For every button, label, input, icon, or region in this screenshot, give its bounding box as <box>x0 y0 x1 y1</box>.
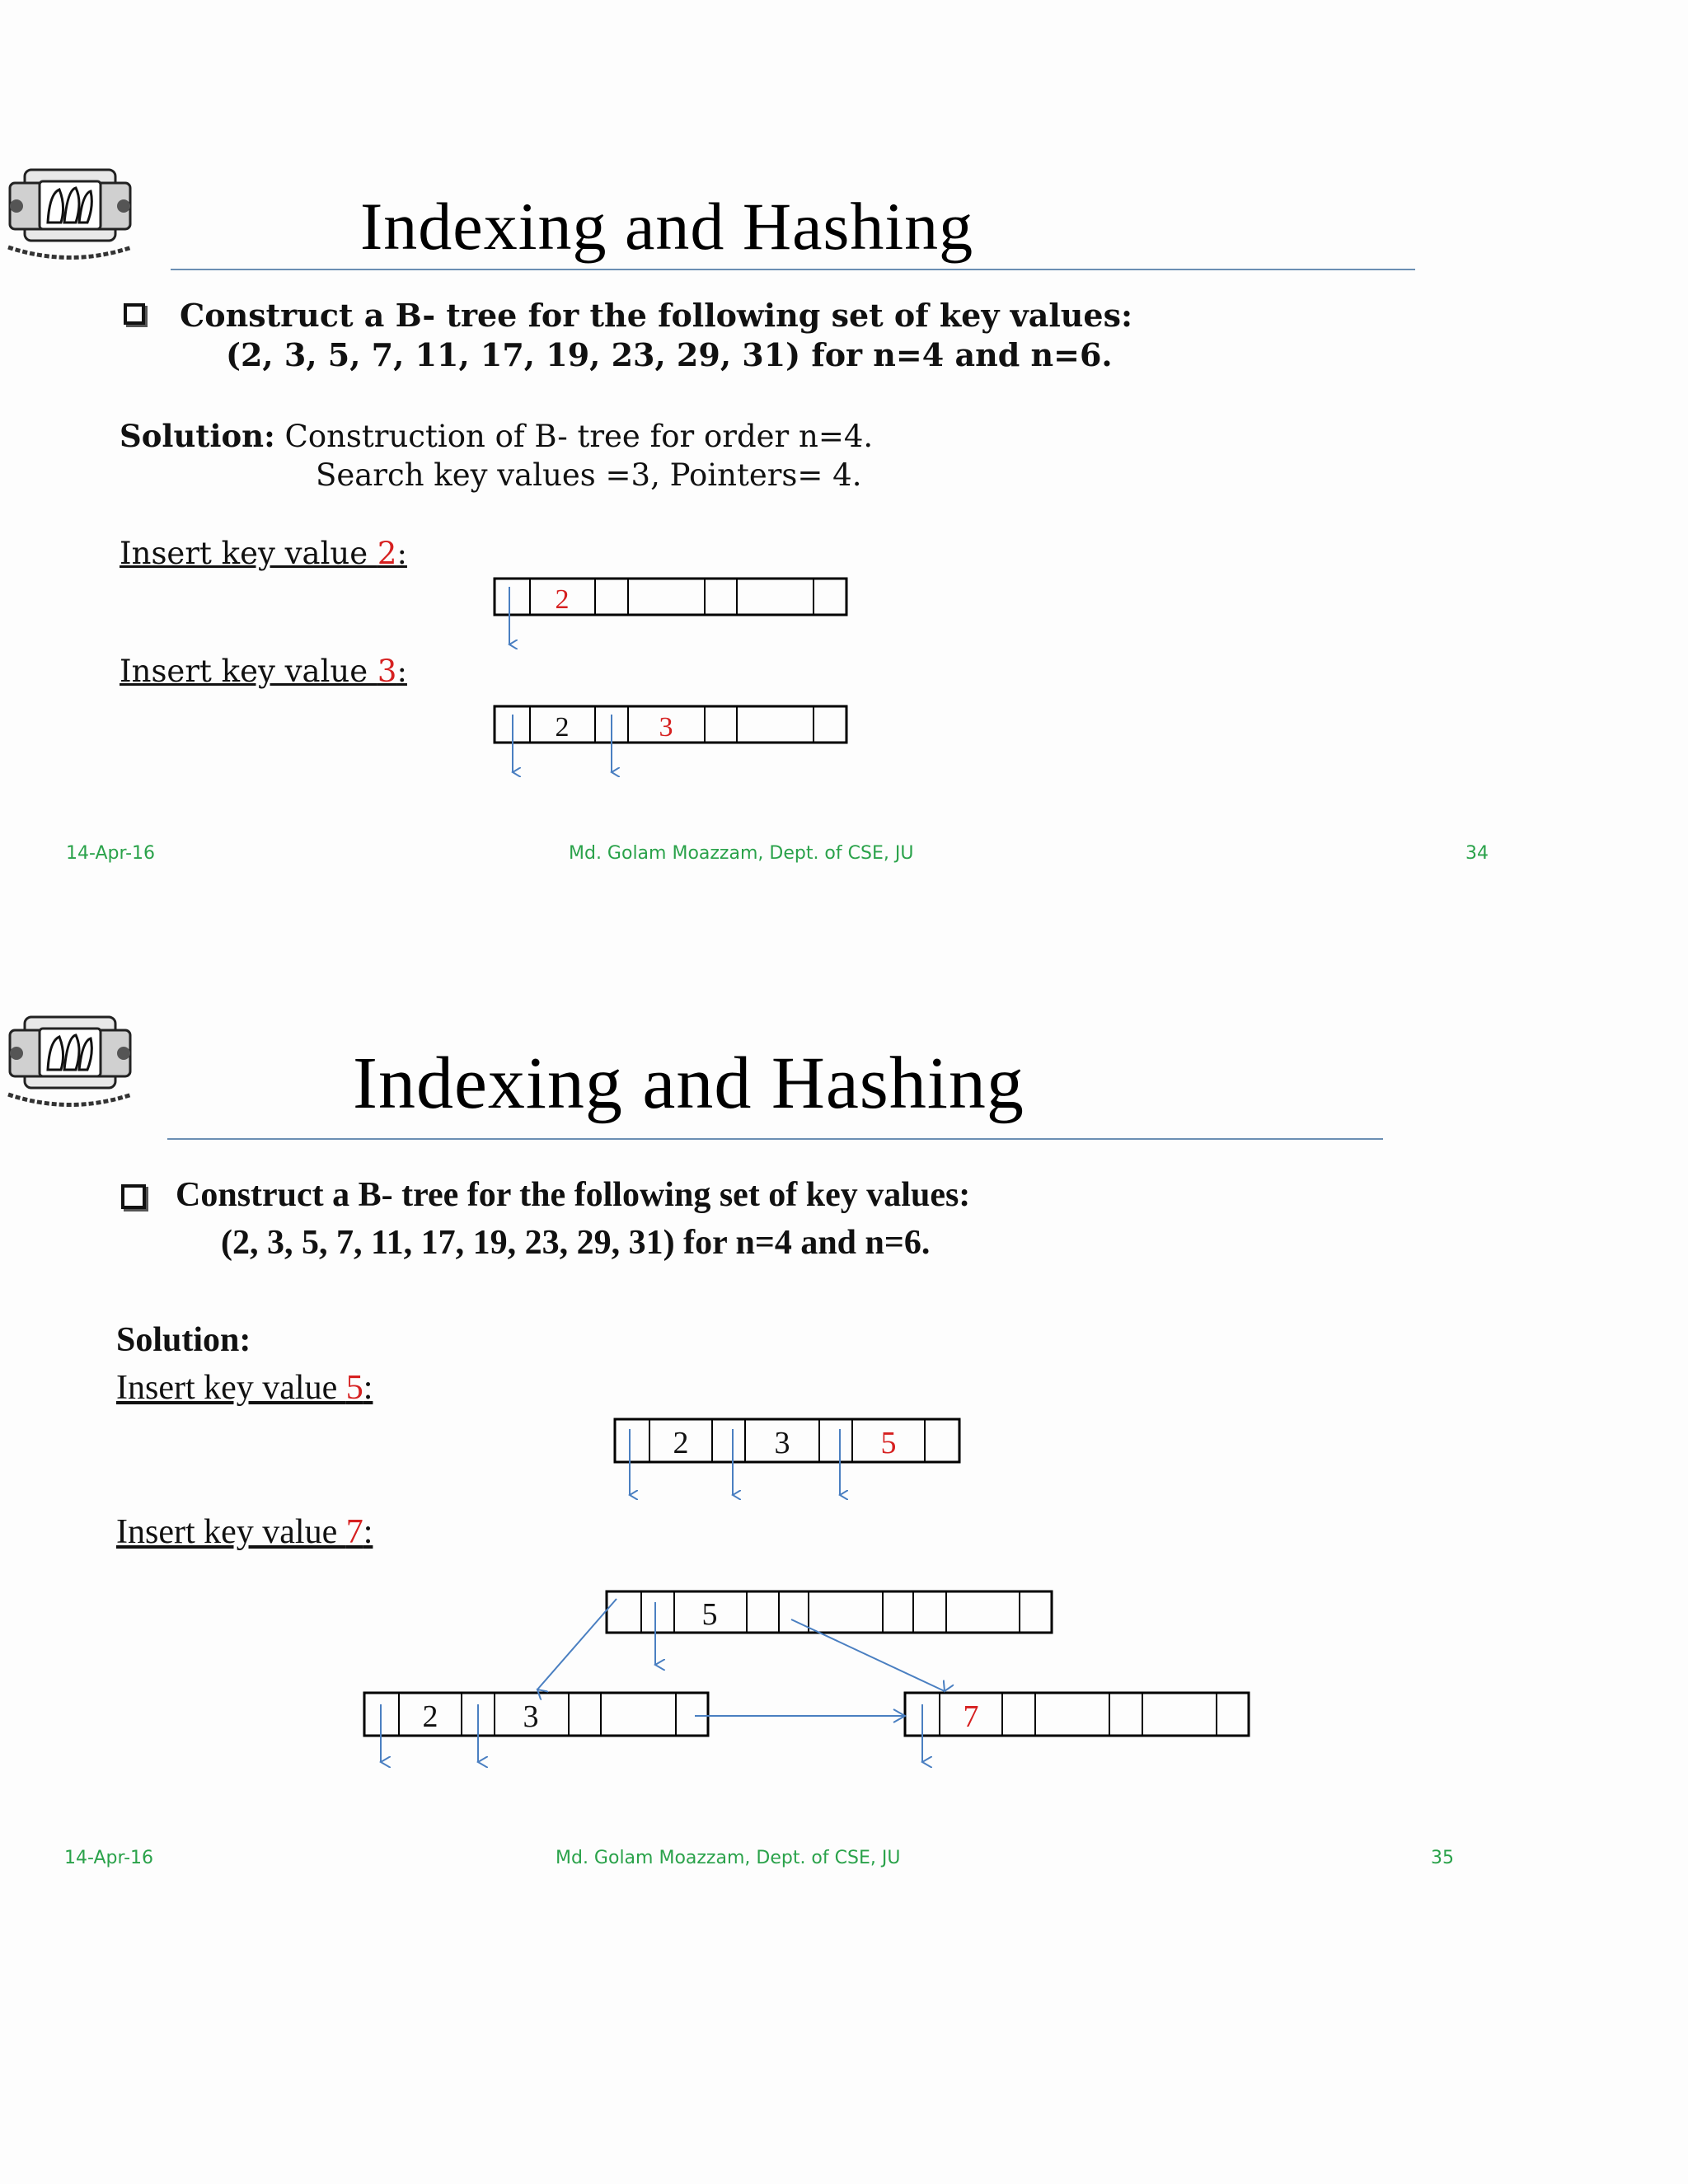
pointer-arrow-to-left-leaf <box>537 1599 617 1690</box>
right-leaf-key-1: 7 <box>963 1699 979 1734</box>
node-key-3: 5 <box>880 1426 897 1460</box>
bplus-node-insert-5 <box>0 1409 1688 1508</box>
node-key-1: 2 <box>555 712 570 743</box>
insert-step-7-label: Insert key value 7: <box>116 1513 373 1551</box>
inserted-key: 3 <box>377 654 397 689</box>
footer-author: Md. Golam Moazzam, Dept. of CSE, JU <box>569 843 914 864</box>
question-line-1: Construct a B- tree for the following set of key values: <box>180 297 1133 334</box>
university-seal-logo <box>0 165 140 264</box>
slide-title: Indexing and Hashing <box>360 189 974 264</box>
question-line-1: Construct a B- tree for the following set of key values: <box>176 1176 971 1214</box>
node-outline <box>495 579 846 615</box>
node-key-2: 3 <box>659 712 673 743</box>
insert-step-3-label: Insert key value 3: <box>120 654 407 689</box>
right-leaf-node <box>905 1693 1249 1736</box>
left-leaf-key-2: 3 <box>523 1699 539 1734</box>
solution-label: Solution: <box>120 418 275 454</box>
footer-date: 14-Apr-16 <box>64 1848 154 1868</box>
bplus-tree-after-split <box>0 1582 1688 1846</box>
slide-34 <box>0 0 1688 890</box>
pointer-arrow-to-right-leaf <box>791 1619 945 1691</box>
root-key-1: 5 <box>701 1597 718 1632</box>
inserted-key: 7 <box>345 1513 363 1551</box>
question-line-2: (2, 3, 5, 7, 11, 17, 19, 23, 29, 31) for n=4 and n=6. <box>221 1224 931 1262</box>
title-underline <box>167 1138 1383 1140</box>
footer-page-number: 35 <box>1431 1848 1454 1868</box>
left-leaf-node <box>364 1693 708 1736</box>
insert-step-2-label: Insert key value 2: <box>120 536 407 571</box>
footer-author: Md. Golam Moazzam, Dept. of CSE, JU <box>556 1848 901 1868</box>
inserted-key: 2 <box>377 536 397 571</box>
inserted-key: 5 <box>345 1369 363 1407</box>
root-node <box>607 1591 1052 1633</box>
hollow-square-bullet-icon <box>124 303 145 325</box>
slide-title: Indexing and Hashing <box>353 1043 1025 1124</box>
solution-text-1: Construction of B- tree for order n=4. <box>284 419 874 454</box>
bplus-node-insert-3 <box>0 696 1688 787</box>
solution-line-2: Search key values =3, Pointers= 4. <box>316 457 862 493</box>
left-leaf-key-1: 2 <box>422 1699 438 1734</box>
node-key-2: 3 <box>774 1426 790 1460</box>
university-seal-logo <box>0 1012 140 1111</box>
footer-date: 14-Apr-16 <box>66 843 156 864</box>
solution-label: Solution: <box>116 1321 251 1359</box>
node-key-1: 2 <box>673 1426 689 1460</box>
slide-35 <box>0 890 1688 2184</box>
solution-line-1 <box>120 418 873 454</box>
title-underline <box>171 269 1415 270</box>
footer-page-number: 34 <box>1465 843 1489 864</box>
question-line-2: (2, 3, 5, 7, 11, 17, 19, 23, 29, 31) for n=4 and n=6. <box>226 336 1113 373</box>
bplus-node-insert-2 <box>0 569 1688 659</box>
hollow-square-bullet-icon <box>121 1184 146 1209</box>
node-key-1: 2 <box>555 584 570 615</box>
insert-step-5-label: Insert key value 5: <box>116 1369 373 1407</box>
